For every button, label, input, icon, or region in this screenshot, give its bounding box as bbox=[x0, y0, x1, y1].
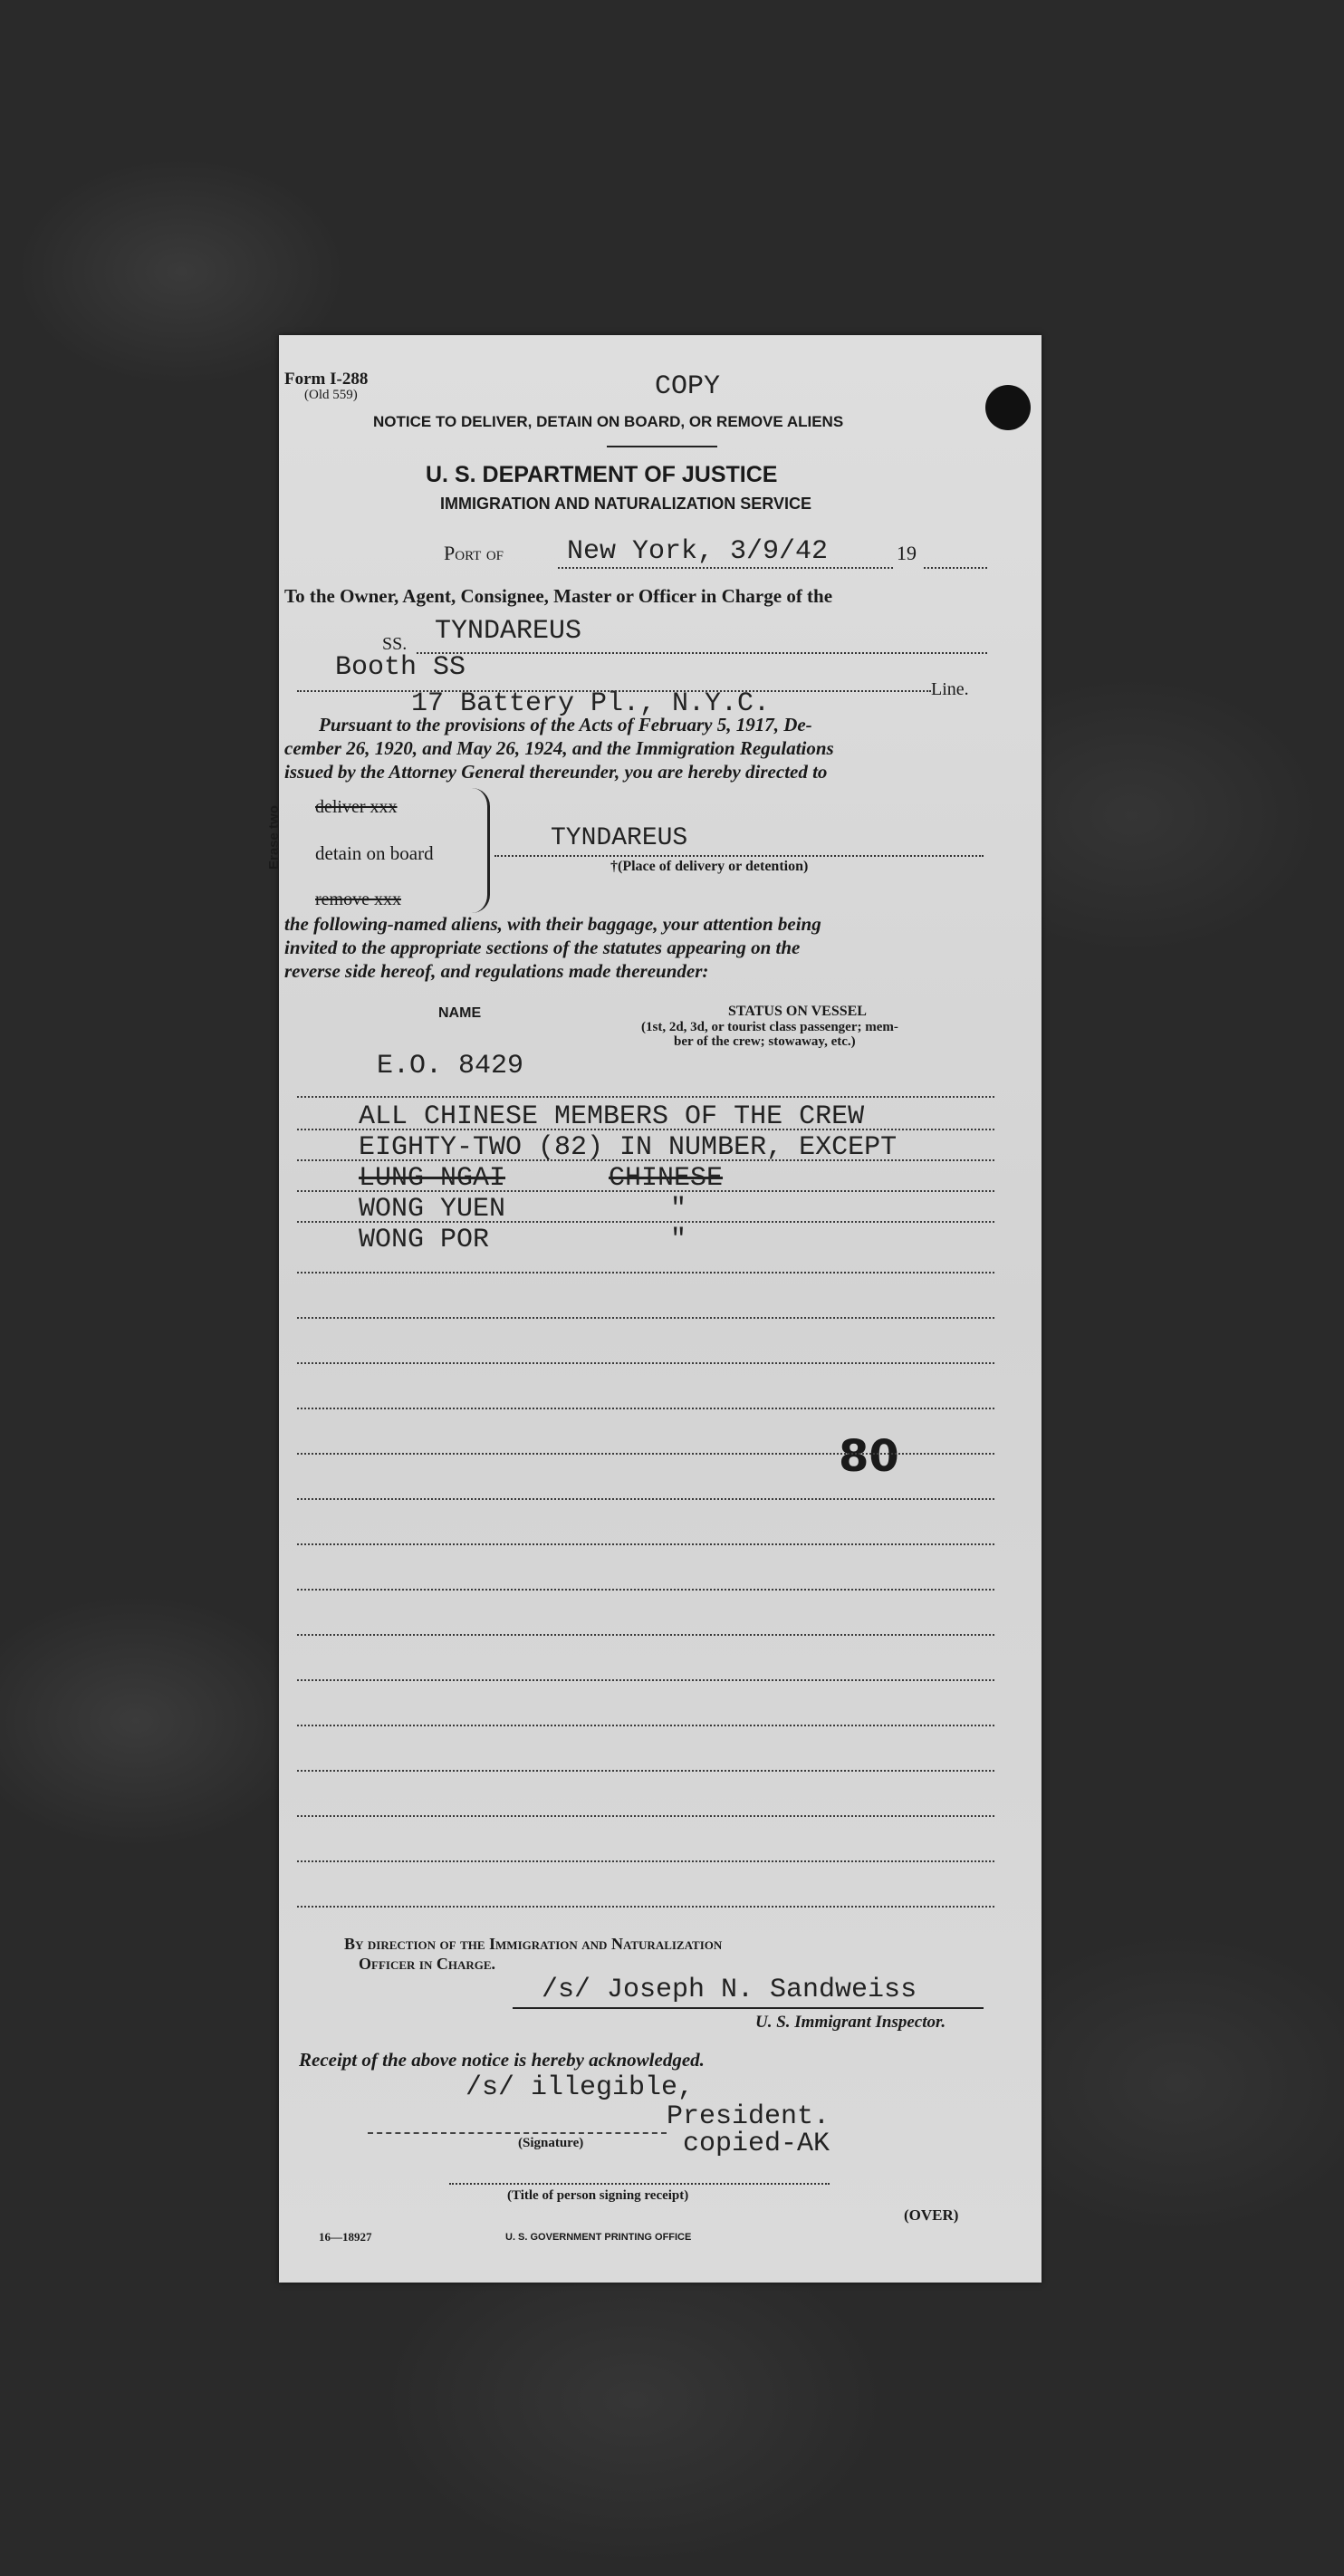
port-label: Port of bbox=[444, 542, 504, 564]
place-of-detention: TYNDAREUS bbox=[551, 824, 688, 852]
addressee-intro: To the Owner, Agent, Consignee, Master or Officer in Charge of the bbox=[284, 585, 833, 607]
entry-status-1: CHINESE bbox=[609, 1163, 724, 1194]
entry-name-3: WONG POR bbox=[359, 1225, 490, 1255]
row-line bbox=[297, 1362, 994, 1364]
authority-line-2: Officer in Charge. bbox=[359, 1955, 496, 1973]
line-owner: Booth SS bbox=[335, 652, 466, 683]
footer-printer: U. S. GOVERNMENT PRINTING OFFICE bbox=[505, 2232, 692, 2243]
row-line bbox=[297, 1096, 994, 1098]
row-line bbox=[297, 1634, 994, 1636]
row-line bbox=[297, 1453, 994, 1455]
column-status-note-1: (1st, 2d, 3d, or tourist class passenger; mem- bbox=[641, 1020, 898, 1034]
form-title: NOTICE TO DELIVER, DETAIN ON BOARD, OR REMOVE ALIENS bbox=[373, 413, 844, 430]
entry-status-2: " bbox=[670, 1194, 687, 1225]
copy-stamp: COPY bbox=[655, 371, 721, 402]
pursuant-line-1: Pursuant to the provisions of the Acts of February 5, 1917, De- bbox=[319, 714, 812, 735]
entry-line-2: EIGHTY-TWO (82) IN NUMBER, EXCEPT bbox=[359, 1132, 898, 1163]
entry-eo: E.O. 8429 bbox=[377, 1051, 524, 1081]
title-rule bbox=[607, 446, 717, 447]
erase-two-label: Erase two bbox=[266, 805, 282, 870]
receipt-signature-line bbox=[368, 2132, 667, 2134]
column-status-header: STATUS ON VESSEL bbox=[728, 1004, 867, 1019]
place-line bbox=[494, 855, 984, 857]
inspector-title: U. S. Immigrant Inspector. bbox=[755, 2013, 946, 2032]
copied-note: copied-AK bbox=[683, 2129, 830, 2159]
department-heading: U. S. DEPARTMENT OF JUSTICE bbox=[426, 462, 778, 487]
receipt-heading: Receipt of the above notice is hereby acknowledged. bbox=[299, 2049, 705, 2071]
option-detain: detain on board bbox=[315, 842, 434, 864]
entry-name-2: WONG YUEN bbox=[359, 1194, 506, 1225]
row-line bbox=[297, 1272, 994, 1274]
receipt-title-line bbox=[449, 2183, 830, 2185]
ship-line bbox=[417, 652, 987, 654]
receipt-signer-title: President. bbox=[667, 2101, 830, 2132]
inspector-signature: /s/ Joseph N. Sandweiss bbox=[542, 1975, 917, 2005]
line-label: Line. bbox=[931, 679, 969, 699]
authority-line-1: By direction of the Immigration and Naturalization bbox=[344, 1935, 723, 1953]
port-value: New York, 3/9/42 bbox=[567, 536, 829, 567]
row-line bbox=[297, 1317, 994, 1319]
row-line bbox=[297, 1129, 994, 1130]
ss-label: SS. bbox=[382, 634, 408, 654]
entry-status-3: " bbox=[670, 1225, 687, 1255]
row-line bbox=[297, 1589, 994, 1591]
receipt-signature-caption: (Signature) bbox=[518, 2136, 584, 2150]
place-caption: †(Place of delivery or detention) bbox=[610, 859, 809, 874]
form-old-number: (Old 559) bbox=[304, 388, 358, 402]
following-line-3: reverse side hereof, and regulations made thereunder: bbox=[284, 960, 709, 982]
year-line bbox=[924, 567, 987, 569]
row-line bbox=[297, 1190, 994, 1192]
ship-name: TYNDAREUS bbox=[435, 616, 582, 647]
following-line-1: the following-named aliens, with their baggage, your attention being bbox=[284, 913, 821, 935]
row-line bbox=[297, 1679, 994, 1681]
receipt-title-caption: (Title of person signing receipt) bbox=[507, 2188, 689, 2203]
stamp-number: 80 bbox=[839, 1431, 899, 1482]
row-line bbox=[297, 1408, 994, 1409]
option-remove: remove xxx bbox=[315, 889, 401, 909]
following-line-2: invited to the appropriate sections of the statutes appearing on the bbox=[284, 937, 801, 958]
service-heading: IMMIGRATION AND NATURALIZATION SERVICE bbox=[440, 495, 811, 513]
line-owner-line bbox=[297, 690, 931, 692]
entry-name-1: LUNG NGAI bbox=[359, 1163, 506, 1194]
entry-line-1: ALL CHINESE MEMBERS OF THE CREW bbox=[359, 1101, 865, 1132]
port-line bbox=[558, 567, 893, 569]
row-line bbox=[297, 1543, 994, 1545]
row-line bbox=[297, 1815, 994, 1817]
pursuant-line-2: cember 26, 1920, and May 26, 1924, and the Immigration Regulations bbox=[284, 737, 834, 759]
notice-form-page bbox=[266, 335, 1042, 2283]
footer-over: (OVER) bbox=[904, 2206, 959, 2224]
address: 17 Battery Pl., N.Y.C. bbox=[411, 688, 771, 719]
receipt-signature: /s/ illegible, bbox=[466, 2072, 695, 2103]
directive-brace bbox=[469, 788, 490, 913]
column-name-header: NAME bbox=[438, 1005, 482, 1021]
option-deliver: deliver xxx bbox=[315, 797, 398, 817]
year-suffix: 19 bbox=[897, 542, 917, 564]
row-line bbox=[297, 1498, 994, 1500]
column-status-note-2: ber of the crew; stowaway, etc.) bbox=[674, 1034, 856, 1049]
row-line bbox=[297, 1725, 994, 1726]
row-line bbox=[297, 1159, 994, 1161]
row-line bbox=[297, 1221, 994, 1223]
row-line bbox=[297, 1770, 994, 1772]
inspector-signature-line bbox=[513, 2007, 984, 2009]
punch-hole bbox=[985, 385, 1031, 430]
footer-code: 16—18927 bbox=[319, 2230, 372, 2244]
row-line bbox=[297, 1906, 994, 1908]
form-number: Form I-288 bbox=[284, 370, 369, 389]
row-line bbox=[297, 1860, 994, 1862]
pursuant-line-3: issued by the Attorney General thereunder, you are hereby directed to bbox=[284, 761, 828, 783]
